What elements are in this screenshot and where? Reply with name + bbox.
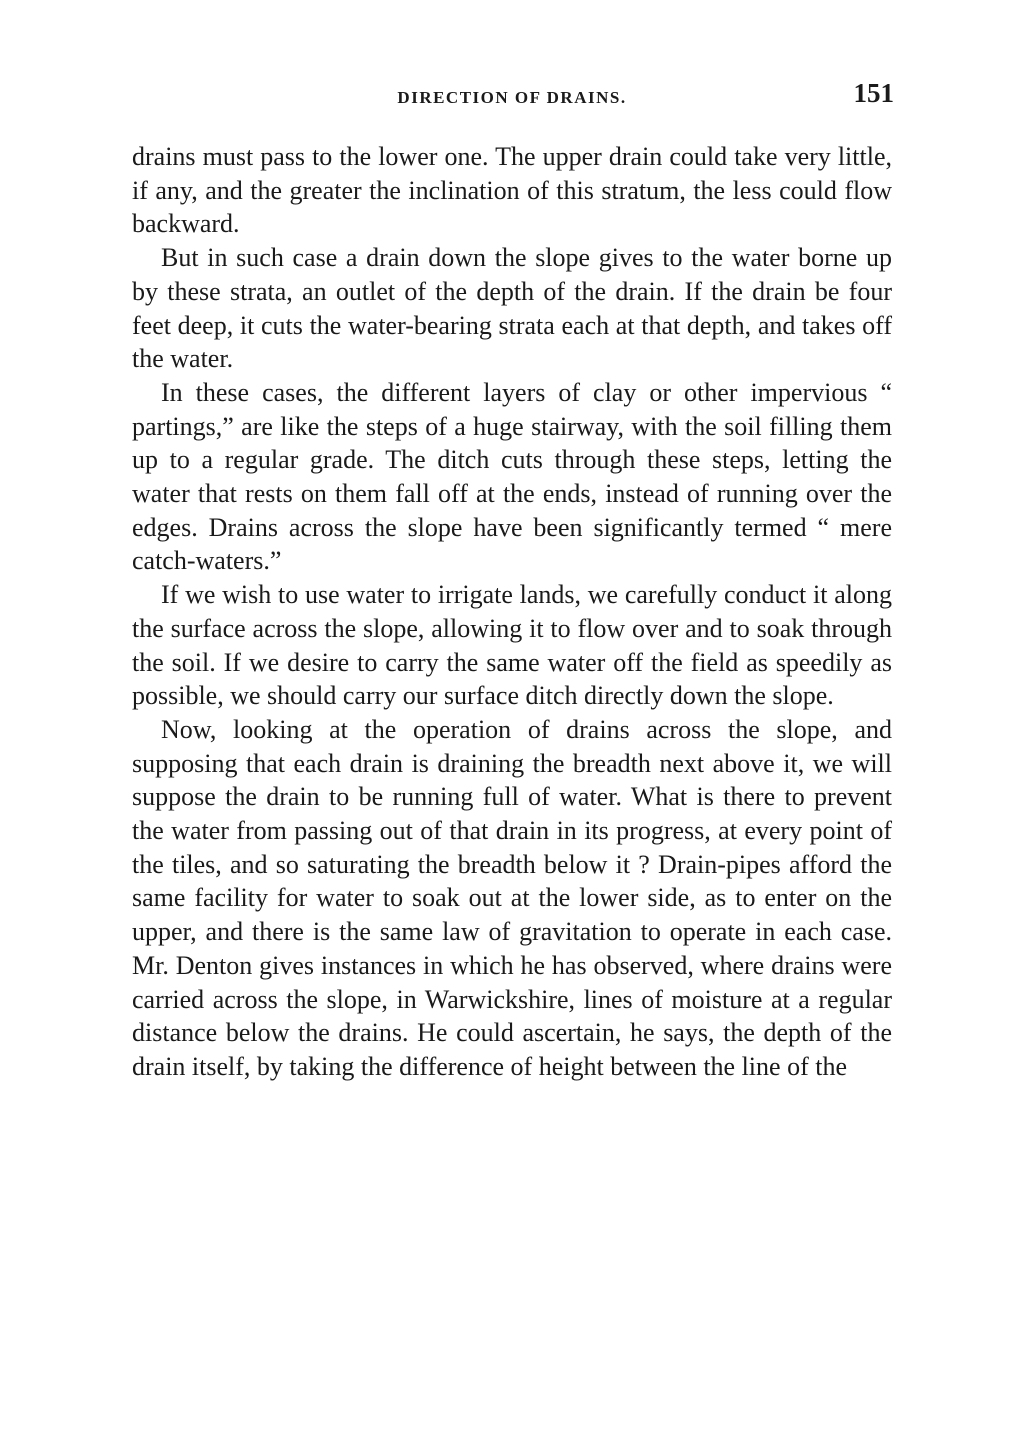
paragraph-impervious-partings: In these cases, the different layers of clay or other impervious “ partings,” are like the steps of a huge stairway, with the soil filling them up to a regular grade. The ditch cuts through these steps, letting the water that rests on them fall off at the ends, instead of running over the edges. Drains across the slope have been significantly termed “ mere catch-waters.” xyxy=(132,377,892,576)
paragraph-irrigation: If we wish to use water to irrigate lands, we carefully conduct it along the surface across the slope, allowing it to flow over and to soak through the soil. If we desire to carry the same water off the field as speedily as possible, we should carry our surface ditch directly down the slope. xyxy=(132,580,892,711)
paragraph-drains-across-slope: Now, looking at the operation of drains across the slope, and supposing that each drain is draining the breadth next above it, we will suppose the drain to be running full of water. What is there to prevent the water from passing out of that drain in its progress, at every point of the tiles, and so saturating the breadth below it ? Drain-pipes afford the same facility for water to soak out at the lower side, as to enter on the upper, and there is the same law of gravitation to operate in each case. Mr. Denton gives instances in which he has observed, where drains were carried across the slope, in Warwickshire, lines of moisture at a regular distance below the drains. He could ascertain, he says, the depth of the drain itself, by taking the difference of height between the line of the xyxy=(132,714,892,1081)
running-head xyxy=(130,78,894,118)
running-title: DIRECTION OF DRAINS. xyxy=(397,88,627,107)
paragraph-continuation: drains must pass to the lower one. The upper drain could take very little, if any, and the greater the inclination of this stratum, the less could flow backward. xyxy=(132,142,892,239)
paragraph-drain-down-slope: But in such case a drain down the slope gives to the water borne up by these strata, an outlet of the depth of the drain. If the drain be four feet deep, it cuts the water-bearing strata each at that depth, and takes off the water. xyxy=(132,243,892,374)
body-text xyxy=(132,140,892,1084)
page-number: 151 xyxy=(853,78,894,108)
